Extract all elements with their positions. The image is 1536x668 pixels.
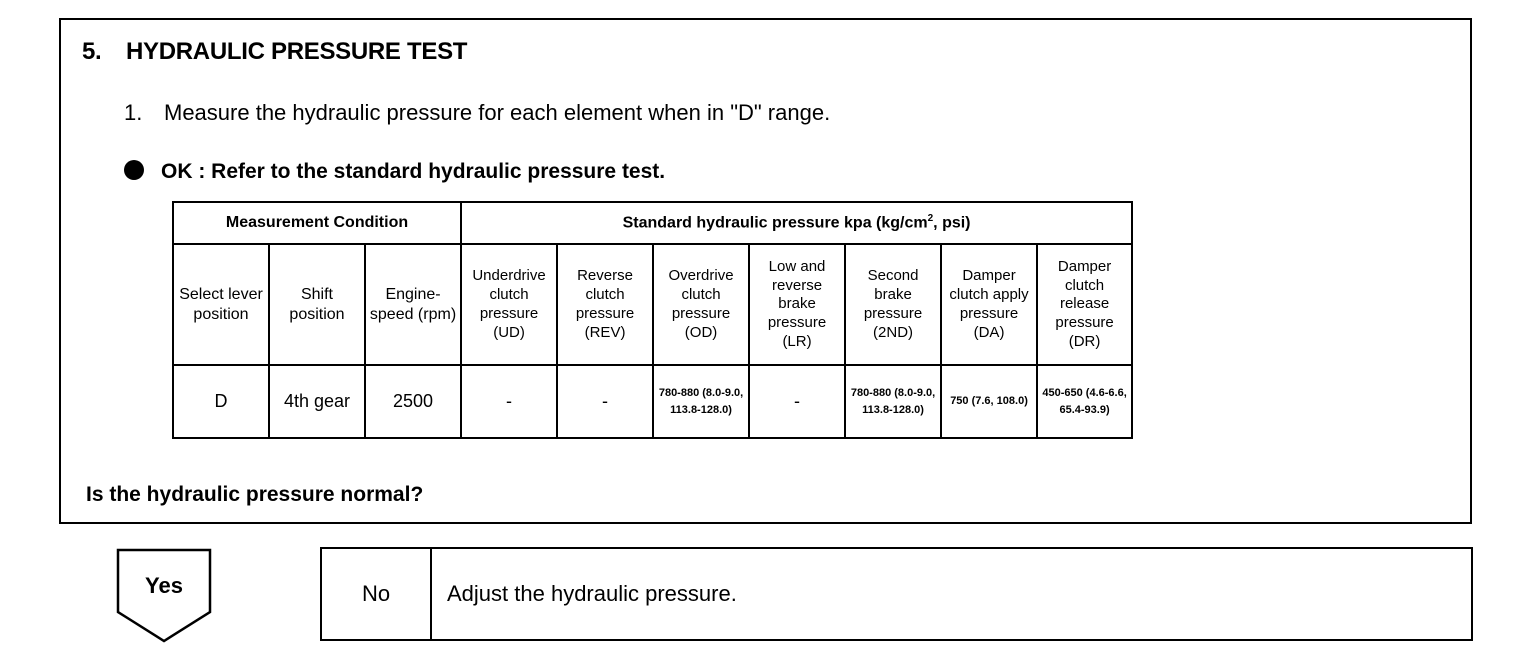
column-header: Shift position (269, 244, 365, 365)
standard-pressure-header (461, 202, 1132, 244)
table-cell: 750 (7.6, 108.0) (941, 365, 1037, 438)
table-cell: 450-650 (4.6-6.6, 65.4-93.9) (1037, 365, 1132, 438)
measurement-condition-header: Measurement Condition (173, 202, 461, 244)
no-result-box (320, 547, 1473, 641)
inspection-question: Is the hydraulic pressure normal? (86, 483, 424, 506)
column-header: Select lever position (173, 244, 269, 365)
table-cell: D (173, 365, 269, 438)
column-header: Overdrive clutch pressure (OD) (653, 244, 749, 365)
table-cell: - (461, 365, 557, 438)
table-cell: 780-880 (8.0-9.0, 113.8-128.0) (653, 365, 749, 438)
step-text: Measure the hydraulic pressure for each element when in "D" range. (164, 100, 831, 125)
section-title-text: HYDRAULIC PRESSURE TEST (126, 38, 468, 65)
column-header: Damper clutch apply pressure (DA) (941, 244, 1037, 365)
table-cell: - (557, 365, 653, 438)
no-label: No (322, 549, 432, 639)
step-number: 1. (124, 100, 143, 125)
bullet-icon (124, 160, 144, 180)
standard-pressure-header-suffix: , psi) (933, 214, 971, 232)
step-1 (124, 100, 830, 126)
table-cell: 780-880 (8.0-9.0, 113.8-128.0) (845, 365, 941, 438)
ok-text: OK : Refer to the standard hydraulic pressure test. (161, 160, 666, 183)
column-header: Damper clutch release pressure (DR) (1037, 244, 1132, 365)
column-header: Low and reverse brake pressure (LR) (749, 244, 845, 365)
column-header: Underdrive clutch pressure (UD) (461, 244, 557, 365)
ok-criteria (124, 160, 665, 184)
no-action-text: Adjust the hydraulic pressure. (447, 581, 737, 606)
yes-label: Yes (145, 573, 183, 598)
standard-pressure-header-prefix: Standard hydraulic pressure kpa (kg/cm (622, 214, 928, 232)
column-header: Engine-speed (rpm) (365, 244, 461, 365)
column-header: Second brake pressure (2ND) (845, 244, 941, 365)
table-cell: 4th gear (269, 365, 365, 438)
superscript-two: 2 (927, 213, 934, 224)
column-header: Reverse clutch pressure (REV) (557, 244, 653, 365)
table-cell: - (749, 365, 845, 438)
table-cell: 2500 (365, 365, 461, 438)
section-number: 5. (82, 38, 102, 65)
section-title (82, 38, 467, 66)
hydraulic-pressure-table (172, 201, 1133, 439)
